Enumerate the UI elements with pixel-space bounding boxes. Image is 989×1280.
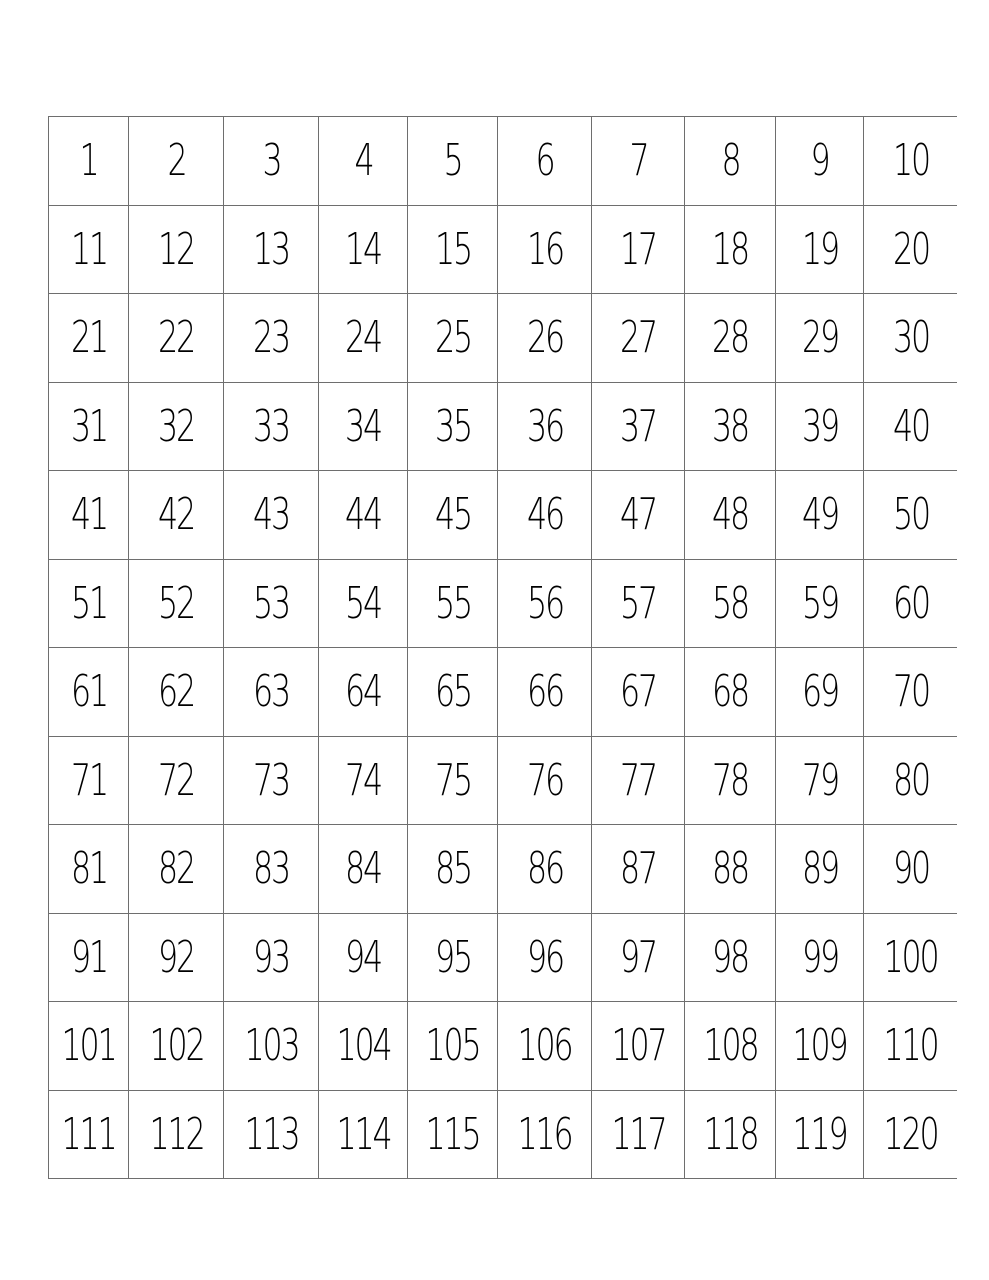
number-label: 80 <box>892 754 929 806</box>
number-cell <box>776 559 864 648</box>
number-cell <box>224 205 319 294</box>
number-label: 4 <box>354 135 372 187</box>
number-label: 52 <box>158 577 194 629</box>
number-label: 47 <box>620 489 656 541</box>
number-label: 44 <box>345 489 381 541</box>
number-cell <box>592 559 685 648</box>
number-cell <box>129 913 224 1002</box>
number-label: 18 <box>712 223 748 275</box>
number-label: 41 <box>70 489 107 541</box>
number-cell <box>49 1002 129 1091</box>
number-cell <box>408 913 498 1002</box>
number-cell <box>864 294 958 383</box>
number-label: 89 <box>801 843 838 895</box>
number-label: 70 <box>892 666 929 718</box>
number-cell <box>319 559 408 648</box>
number-label: 34 <box>345 400 381 452</box>
number-cell <box>319 471 408 560</box>
number-cell <box>224 117 319 206</box>
number-cell <box>776 382 864 471</box>
number-cell <box>592 294 685 383</box>
number-label: 115 <box>425 1108 480 1160</box>
number-label: 10 <box>892 135 929 187</box>
number-cell <box>129 1002 224 1091</box>
number-cell <box>408 736 498 825</box>
number-cell <box>864 559 958 648</box>
number-cell <box>592 1090 685 1179</box>
number-label: 40 <box>892 400 929 452</box>
number-label: 48 <box>712 489 748 541</box>
number-cell <box>408 382 498 471</box>
number-label: 71 <box>70 754 107 806</box>
number-label: 94 <box>345 931 381 983</box>
number-cell <box>498 117 592 206</box>
number-label: 55 <box>434 577 471 629</box>
number-cell <box>319 1002 408 1091</box>
number-cell <box>408 205 498 294</box>
number-cell <box>129 1090 224 1179</box>
number-cell <box>776 736 864 825</box>
number-cell <box>224 559 319 648</box>
number-label: 57 <box>620 577 656 629</box>
number-cell <box>498 736 592 825</box>
number-cell <box>776 471 864 560</box>
number-label: 17 <box>620 223 656 275</box>
number-label: 3 <box>262 135 280 187</box>
number-label: 104 <box>335 1020 390 1072</box>
number-cell <box>49 736 129 825</box>
number-cell <box>319 913 408 1002</box>
number-cell <box>49 471 129 560</box>
number-label: 118 <box>702 1108 757 1160</box>
number-cell <box>864 648 958 737</box>
number-cell <box>864 1002 958 1091</box>
grid-row <box>49 825 958 914</box>
number-cell <box>49 382 129 471</box>
number-cell <box>408 825 498 914</box>
number-cell <box>224 294 319 383</box>
number-label: 105 <box>425 1020 480 1072</box>
number-label: 100 <box>883 931 938 983</box>
number-cell <box>592 736 685 825</box>
number-cell <box>592 382 685 471</box>
number-cell <box>498 471 592 560</box>
grid-row <box>49 1002 958 1091</box>
number-cell <box>776 117 864 206</box>
number-cell <box>592 648 685 737</box>
number-label: 22 <box>158 312 194 364</box>
number-label: 78 <box>712 754 748 806</box>
number-label: 20 <box>892 223 929 275</box>
number-cell <box>224 825 319 914</box>
number-cell <box>319 117 408 206</box>
number-cell <box>224 913 319 1002</box>
number-label: 36 <box>526 400 563 452</box>
number-cell <box>408 1090 498 1179</box>
number-cell <box>592 117 685 206</box>
number-label: 119 <box>792 1108 847 1160</box>
number-cell <box>129 648 224 737</box>
number-label: 39 <box>801 400 838 452</box>
number-cell <box>592 471 685 560</box>
number-label: 45 <box>434 489 471 541</box>
number-cell <box>49 1090 129 1179</box>
number-label: 73 <box>253 754 289 806</box>
number-cell <box>685 736 776 825</box>
number-label: 101 <box>61 1020 116 1072</box>
number-cell <box>685 117 776 206</box>
number-label: 112 <box>148 1108 203 1160</box>
number-label: 111 <box>61 1108 116 1160</box>
number-label: 97 <box>620 931 656 983</box>
grid-row <box>49 648 958 737</box>
number-cell <box>864 825 958 914</box>
number-label: 9 <box>810 135 829 187</box>
number-label: 6 <box>535 135 554 187</box>
number-label: 15 <box>434 223 471 275</box>
number-label: 7 <box>629 135 647 187</box>
number-label: 93 <box>253 931 289 983</box>
number-label: 99 <box>801 931 838 983</box>
number-cell <box>224 382 319 471</box>
number-label: 74 <box>345 754 381 806</box>
grid-row <box>49 205 958 294</box>
number-label: 86 <box>526 843 563 895</box>
number-cell <box>685 1002 776 1091</box>
number-label: 96 <box>526 931 563 983</box>
number-label: 61 <box>70 666 107 718</box>
number-cell <box>129 205 224 294</box>
number-cell <box>129 559 224 648</box>
number-cell <box>49 825 129 914</box>
number-label: 43 <box>253 489 289 541</box>
grid-row <box>49 559 958 648</box>
number-label: 33 <box>253 400 289 452</box>
number-cell <box>864 736 958 825</box>
number-cell <box>864 471 958 560</box>
number-label: 53 <box>253 577 289 629</box>
number-cell <box>776 1002 864 1091</box>
grid-row <box>49 294 958 383</box>
number-label: 42 <box>158 489 194 541</box>
number-label: 90 <box>892 843 929 895</box>
number-cell <box>129 825 224 914</box>
number-label: 58 <box>712 577 748 629</box>
number-cell <box>129 117 224 206</box>
number-label: 56 <box>526 577 563 629</box>
number-label: 19 <box>801 223 838 275</box>
hundreds-chart-grid <box>48 116 957 1179</box>
number-label: 26 <box>526 312 563 364</box>
number-cell <box>685 559 776 648</box>
number-cell <box>685 825 776 914</box>
number-label: 24 <box>345 312 381 364</box>
number-cell <box>408 471 498 560</box>
number-label: 117 <box>610 1108 665 1160</box>
number-label: 31 <box>70 400 107 452</box>
number-label: 2 <box>167 135 185 187</box>
number-cell <box>592 205 685 294</box>
number-cell <box>408 648 498 737</box>
number-label: 110 <box>883 1020 938 1072</box>
number-label: 67 <box>620 666 656 718</box>
number-label: 59 <box>801 577 838 629</box>
number-label: 68 <box>712 666 748 718</box>
number-label: 106 <box>517 1020 572 1072</box>
number-label: 51 <box>70 577 107 629</box>
number-cell <box>408 294 498 383</box>
number-cell <box>224 471 319 560</box>
grid-row <box>49 736 958 825</box>
number-cell <box>49 913 129 1002</box>
number-label: 25 <box>434 312 471 364</box>
number-label: 120 <box>883 1108 938 1160</box>
number-cell <box>498 382 592 471</box>
number-cell <box>498 559 592 648</box>
number-cell <box>224 1090 319 1179</box>
number-cell <box>319 825 408 914</box>
number-cell <box>224 736 319 825</box>
number-cell <box>776 1090 864 1179</box>
number-cell <box>776 205 864 294</box>
number-cell <box>49 648 129 737</box>
number-label: 87 <box>620 843 656 895</box>
number-label: 65 <box>434 666 471 718</box>
number-label: 92 <box>158 931 194 983</box>
number-label: 72 <box>158 754 194 806</box>
grid-row <box>49 382 958 471</box>
number-cell <box>129 471 224 560</box>
number-cell <box>319 205 408 294</box>
grid-row <box>49 1090 958 1179</box>
number-label: 69 <box>801 666 838 718</box>
number-cell <box>864 1090 958 1179</box>
number-cell <box>685 648 776 737</box>
number-cell <box>319 1090 408 1179</box>
number-label: 98 <box>712 931 748 983</box>
number-cell <box>776 648 864 737</box>
number-label: 79 <box>801 754 838 806</box>
number-label: 37 <box>620 400 656 452</box>
number-cell <box>129 736 224 825</box>
number-cell <box>408 117 498 206</box>
number-label: 81 <box>70 843 107 895</box>
number-label: 38 <box>712 400 748 452</box>
number-cell <box>864 117 958 206</box>
number-label: 114 <box>335 1108 390 1160</box>
number-label: 32 <box>158 400 194 452</box>
number-cell <box>319 294 408 383</box>
number-cell <box>319 382 408 471</box>
number-label: 88 <box>712 843 748 895</box>
number-cell <box>49 294 129 383</box>
number-cell <box>776 913 864 1002</box>
number-label: 64 <box>345 666 381 718</box>
number-label: 82 <box>158 843 194 895</box>
number-label: 13 <box>253 223 289 275</box>
number-cell <box>498 825 592 914</box>
number-cell <box>685 205 776 294</box>
number-label: 49 <box>801 489 838 541</box>
grid-row <box>49 913 958 1002</box>
number-label: 113 <box>243 1108 298 1160</box>
number-label: 21 <box>70 312 107 364</box>
number-label: 50 <box>892 489 929 541</box>
number-label: 66 <box>526 666 563 718</box>
number-label: 1 <box>79 135 98 187</box>
number-label: 8 <box>721 135 739 187</box>
number-cell <box>129 382 224 471</box>
number-cell <box>776 825 864 914</box>
number-cell <box>49 205 129 294</box>
number-label: 54 <box>345 577 381 629</box>
number-label: 60 <box>892 577 929 629</box>
number-label: 12 <box>158 223 194 275</box>
number-cell <box>685 1090 776 1179</box>
number-label: 103 <box>243 1020 298 1072</box>
number-cell <box>224 1002 319 1091</box>
number-cell <box>49 117 129 206</box>
number-label: 11 <box>70 223 107 275</box>
number-label: 85 <box>434 843 471 895</box>
number-label: 62 <box>158 666 194 718</box>
number-label: 107 <box>610 1020 665 1072</box>
number-label: 29 <box>801 312 838 364</box>
number-cell <box>685 294 776 383</box>
number-cell <box>776 294 864 383</box>
number-cell <box>864 913 958 1002</box>
number-cell <box>685 471 776 560</box>
number-label: 91 <box>70 931 107 983</box>
number-cell <box>319 736 408 825</box>
number-label: 95 <box>434 931 471 983</box>
number-label: 28 <box>712 312 748 364</box>
number-cell <box>685 382 776 471</box>
number-label: 46 <box>526 489 563 541</box>
number-label: 76 <box>526 754 563 806</box>
number-cell <box>498 205 592 294</box>
number-cell <box>498 648 592 737</box>
number-label: 30 <box>892 312 929 364</box>
number-cell <box>129 294 224 383</box>
number-label: 116 <box>517 1108 572 1160</box>
number-label: 27 <box>620 312 656 364</box>
number-cell <box>224 648 319 737</box>
number-label: 23 <box>253 312 289 364</box>
number-label: 108 <box>702 1020 757 1072</box>
number-label: 83 <box>253 843 289 895</box>
number-cell <box>408 559 498 648</box>
number-cell <box>498 1090 592 1179</box>
number-cell <box>864 382 958 471</box>
number-cell <box>408 1002 498 1091</box>
number-cell <box>49 559 129 648</box>
number-label: 84 <box>345 843 381 895</box>
number-cell <box>498 1002 592 1091</box>
number-cell <box>592 825 685 914</box>
number-label: 77 <box>620 754 656 806</box>
grid-row <box>49 117 958 206</box>
number-label: 35 <box>434 400 471 452</box>
number-label: 63 <box>253 666 289 718</box>
number-cell <box>592 913 685 1002</box>
grid-row <box>49 471 958 560</box>
number-label: 75 <box>434 754 471 806</box>
number-label: 102 <box>148 1020 203 1072</box>
number-cell <box>864 205 958 294</box>
number-label: 16 <box>526 223 563 275</box>
number-cell <box>592 1002 685 1091</box>
number-label: 14 <box>345 223 381 275</box>
number-label: 109 <box>792 1020 847 1072</box>
number-label: 5 <box>443 135 462 187</box>
number-cell <box>319 648 408 737</box>
number-cell <box>498 294 592 383</box>
number-cell <box>685 913 776 1002</box>
number-cell <box>498 913 592 1002</box>
